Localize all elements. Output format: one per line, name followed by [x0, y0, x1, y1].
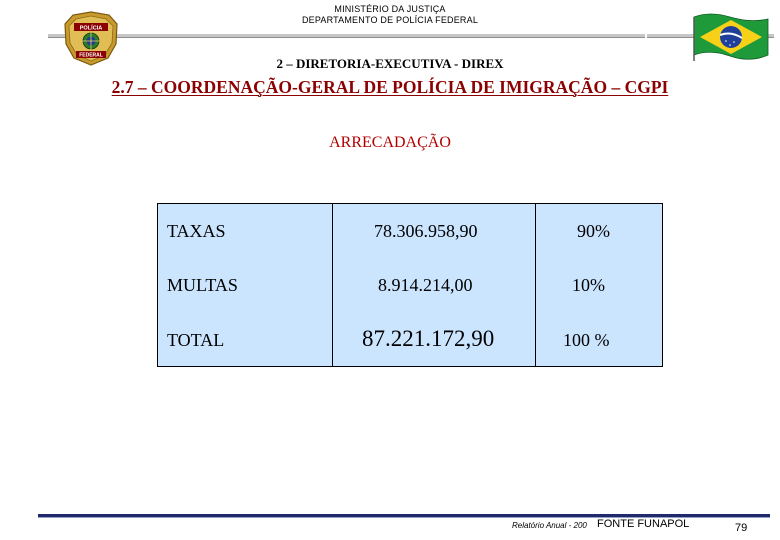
- svg-text:FEDERAL: FEDERAL: [79, 52, 103, 59]
- cgpi-heading-suffix: – CGPI: [607, 77, 669, 97]
- row-percent-taxas: 90%: [577, 221, 610, 241]
- cgpi-heading-main: 2.7 – COORDENAÇÃO-GERAL DE POLÍCIA DE IMIGRAÇÃO: [111, 77, 608, 97]
- row-label-taxas: TAXAS: [167, 221, 226, 241]
- row-percent-total: 100 %: [563, 330, 610, 350]
- page-number: 79: [735, 522, 748, 534]
- header-rule-shadow: [48, 37, 774, 38]
- row-percent-multas: 10%: [572, 275, 605, 295]
- table-divider: [535, 204, 536, 366]
- header-rule-gap: [645, 33, 647, 39]
- svg-text:POLÍCIA: POLÍCIA: [79, 25, 103, 32]
- footer-report: Relatório Anual - 200: [512, 521, 587, 530]
- department-name: DEPARTAMENTO DE POLÍCIA FEDERAL: [301, 15, 479, 25]
- revenue-table: [157, 203, 663, 367]
- row-value-multas: 8.914.214,00: [378, 275, 473, 295]
- footer-source: FONTE FUNAPOL: [597, 518, 690, 530]
- row-value-taxas: 78.306.958,90: [374, 221, 478, 241]
- ministry-name: MINISTÉRIO DA JUSTIÇA: [334, 4, 446, 14]
- row-label-multas: MULTAS: [167, 275, 238, 295]
- row-label-total: TOTAL: [167, 330, 225, 350]
- row-value-total: 87.221.172,90: [362, 326, 495, 351]
- table-divider: [332, 204, 333, 366]
- direx-heading: 2 – DIRETORIA-EXECUTIVA - DIREX: [276, 56, 504, 71]
- cgpi-heading: [0, 77, 780, 98]
- section-title: ARRECADAÇÃO: [329, 134, 451, 151]
